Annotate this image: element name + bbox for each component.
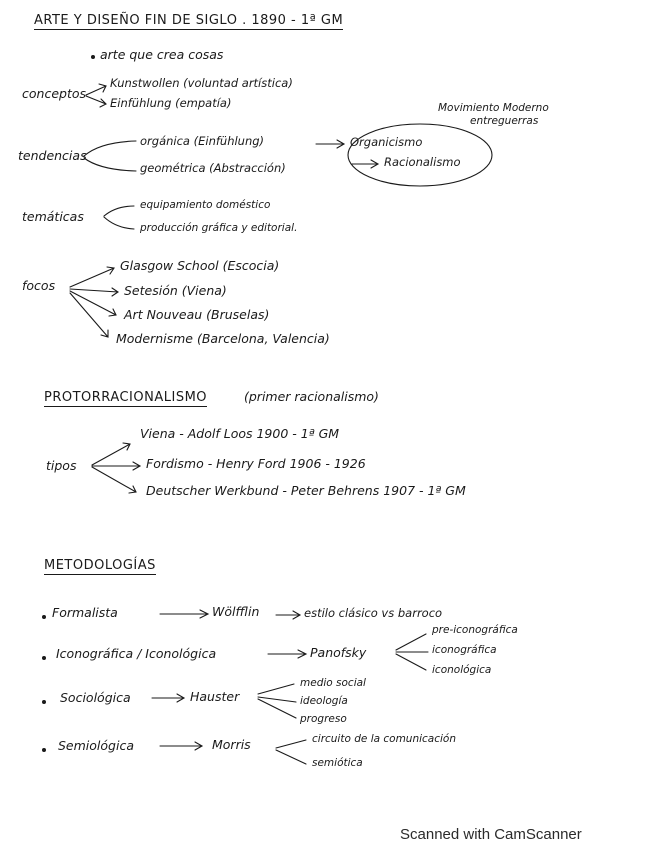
tipo-item: Deutscher Werkbund - Peter Behrens 1907 - 1ª GM xyxy=(146,483,466,498)
metodologia-detail: ideología xyxy=(300,695,348,707)
section-2-subtitle: (primer racionalismo) xyxy=(244,389,379,404)
foco-item: Setesión (Viena) xyxy=(124,283,227,298)
tendencia-note: entreguerras xyxy=(470,115,539,127)
tendencia-item: orgánica (Einfühlung) xyxy=(140,134,265,148)
bullet-text: arte que crea cosas xyxy=(100,47,224,62)
foco-item: Glasgow School (Escocia) xyxy=(120,258,280,273)
metodologia-detail: estilo clásico vs barroco xyxy=(304,606,443,620)
section-3-title: METODOLOGÍAS xyxy=(44,558,156,573)
metodologia-detail: iconológica xyxy=(432,664,492,676)
concepto-item: Einfühlung (empatía) xyxy=(110,96,232,110)
metodologia-detail: circuito de la comunicación xyxy=(312,733,457,745)
metodologia-detail: medio social xyxy=(300,677,366,689)
tendencia-result: Racionalismo xyxy=(384,155,461,169)
tematica-item: producción gráfica y editorial. xyxy=(140,222,298,234)
bullet-dot xyxy=(42,656,46,660)
metodologia-name: Formalista xyxy=(52,605,118,620)
bullet-dot xyxy=(42,700,46,704)
conceptos-label: conceptos xyxy=(22,86,87,101)
section-2-title: PROTORRACIONALISMO xyxy=(44,390,208,405)
metodologia-author: Wölfflin xyxy=(212,604,260,619)
tematicas-label: temáticas xyxy=(22,209,84,224)
metodologia-author: Morris xyxy=(212,737,251,752)
foco-item: Modernisme (Barcelona, Valencia) xyxy=(116,331,330,346)
metodologia-detail: pre-iconográfica xyxy=(432,624,518,636)
tematica-item: equipamiento doméstico xyxy=(140,199,271,211)
camscanner-watermark: Scanned with CamScanner xyxy=(400,826,582,843)
tipo-item: Viena - Adolf Loos 1900 - 1ª GM xyxy=(140,426,340,441)
section-1-title: ARTE Y DISEÑO FIN DE SIGLO . 1890 - 1ª GM xyxy=(34,13,344,28)
metodologia-name: Sociológica xyxy=(60,690,131,705)
metodologia-author: Panofsky xyxy=(310,645,367,660)
metodologia-detail: iconográfica xyxy=(432,644,497,656)
tipo-item: Fordismo - Henry Ford 1906 - 1926 xyxy=(146,456,366,471)
metodologia-name: Semiológica xyxy=(58,738,134,753)
bullet-dot xyxy=(42,615,46,619)
bullet-dot xyxy=(42,748,46,752)
tendencia-note: Movimiento Moderno xyxy=(438,102,549,114)
metodologia-detail: progreso xyxy=(300,713,347,725)
bullet-dot xyxy=(91,55,95,59)
metodologia-name: Iconográfica / Iconológica xyxy=(56,646,217,661)
metodologia-detail: semiótica xyxy=(312,757,363,769)
foco-item: Art Nouveau (Bruselas) xyxy=(124,307,270,322)
focos-label: focos xyxy=(22,278,56,293)
tendencias-label: tendencias xyxy=(18,148,87,163)
concepto-item: Kunstwollen (voluntad artística) xyxy=(110,76,293,90)
metodologia-author: Hauster xyxy=(190,689,240,704)
tendencia-item: geométrica (Abstracción) xyxy=(140,161,286,175)
tipos-label: tipos xyxy=(46,458,77,473)
tendencia-result: Organicismo xyxy=(350,135,423,149)
